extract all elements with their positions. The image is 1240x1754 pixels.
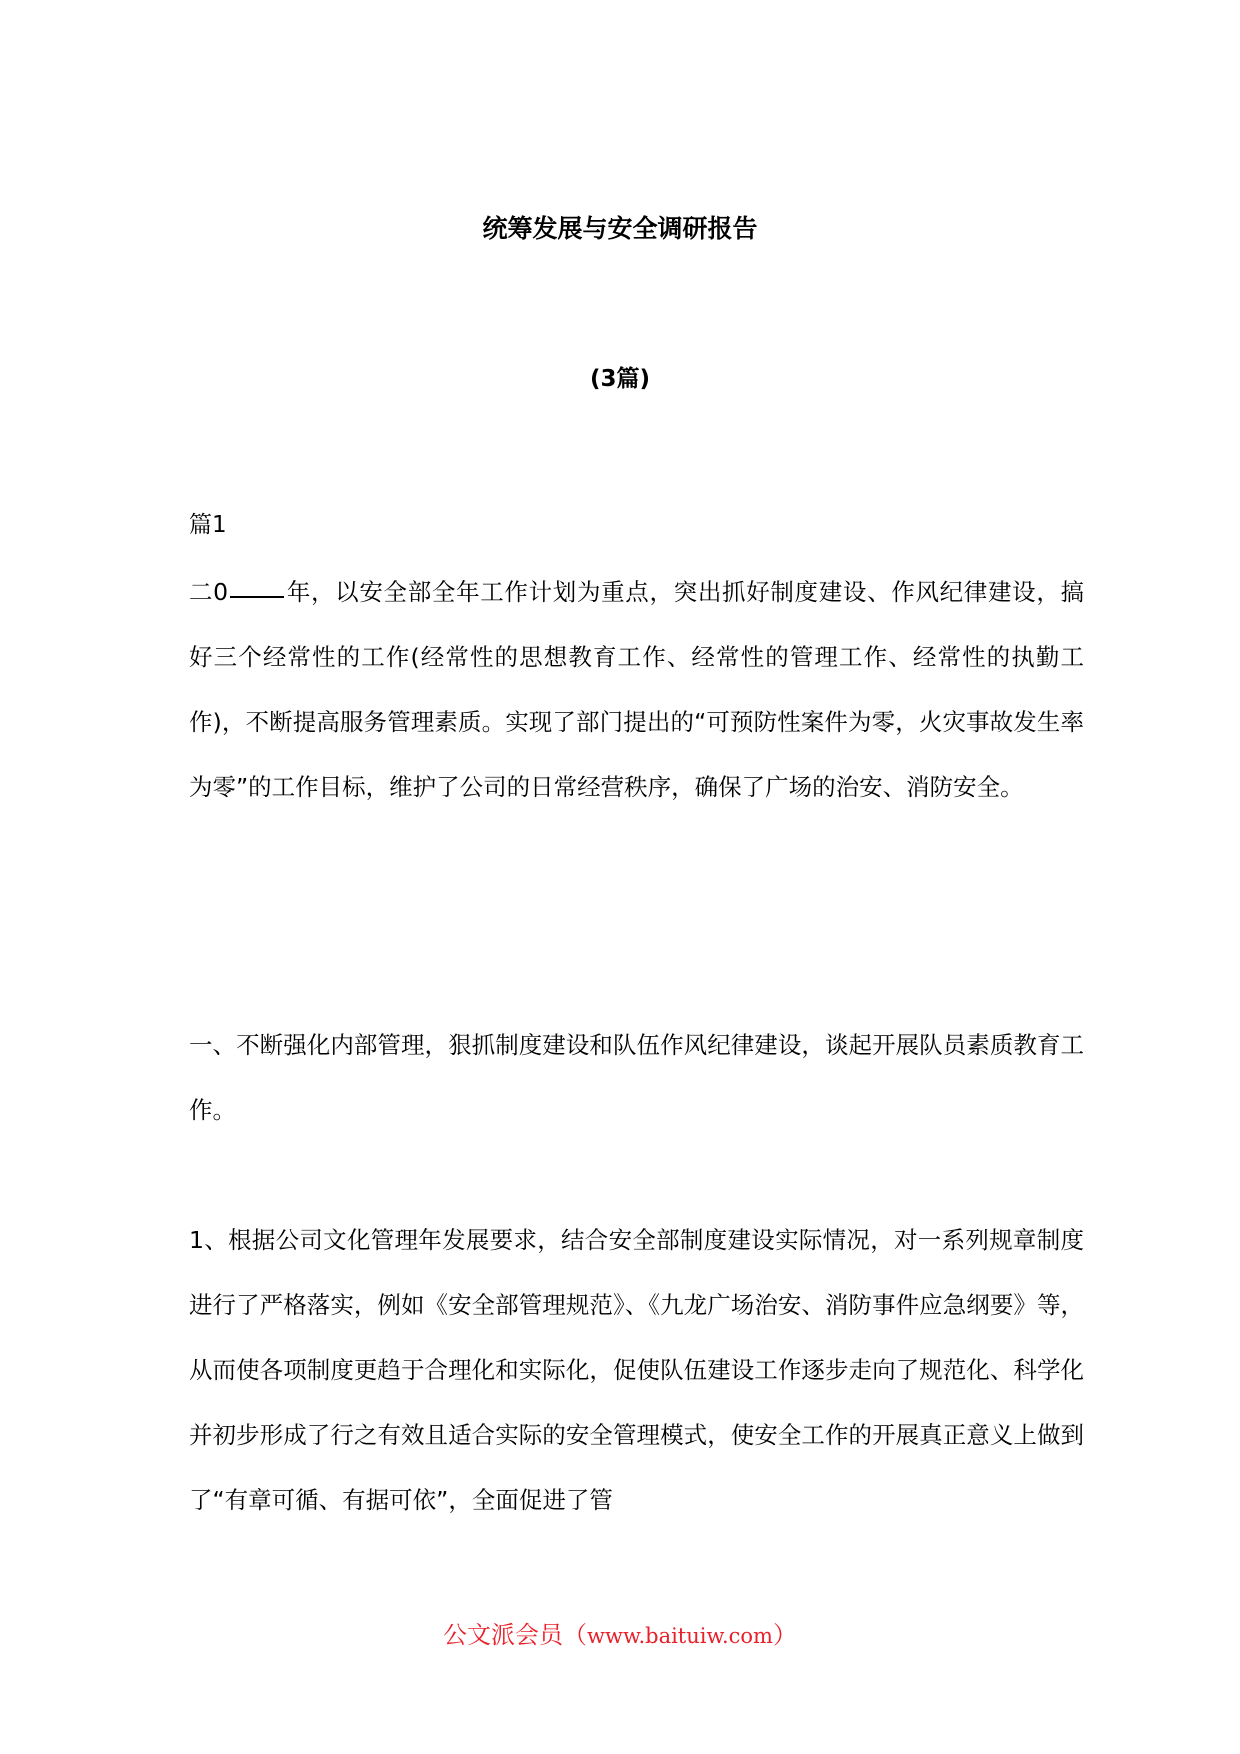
paragraph-intro (189, 560, 1084, 820)
footer-watermark (0, 1618, 1240, 1653)
paragraph-intro-text: 年，以安全部全年工作计划为重点，突出抓好制度建设、作风纪律建设，搞好三个经常性的工作(经常性的思想教育工作、经常性的管理工作、经常性的执勤工作)，不断提高服务管理素质。实现了部门提出的“可预防性案件为零，火灾事故发生率为零”的工作目标，维护了公司的日常经营秩序，确保了广场的治安、消防安全。 (189, 578, 1085, 801)
footer-url: www.baituiw.com (587, 1624, 773, 1648)
document-subtitle: (3篇) (589, 366, 651, 392)
footer-name: 公文派会员（ (443, 1621, 588, 1649)
paragraph-intro-prefix: 二0 (189, 578, 229, 606)
footer-close: ） (772, 1621, 797, 1649)
section-label: 篇1 (189, 512, 227, 538)
paragraph-item-one: 1、根据公司文化管理年发展要求，结合安全部制度建设实际情况，对一系列规章制度进行了严格落实，例如《安全部管理规范》、《九龙广场治安、消防事件应急纲要》等，从而使各项制度更趋于合理化和实际化，促使队伍建设工作逐步走向了规范化、科学化并初步形成了行之有效且适合实际的安全管理模式，使安全工作的开展真正意义上做到了“有章可循、有据可依”，全面促进了管 (189, 1226, 1084, 1514)
year-blank-underline (230, 595, 284, 598)
document-title: 统筹发展与安全调研报告 (482, 214, 758, 243)
paragraph-heading-one: 一、不断强化内部管理，狠抓制度建设和队伍作风纪律建设，谈起开展队员素质教育工作。 (189, 1031, 1084, 1124)
